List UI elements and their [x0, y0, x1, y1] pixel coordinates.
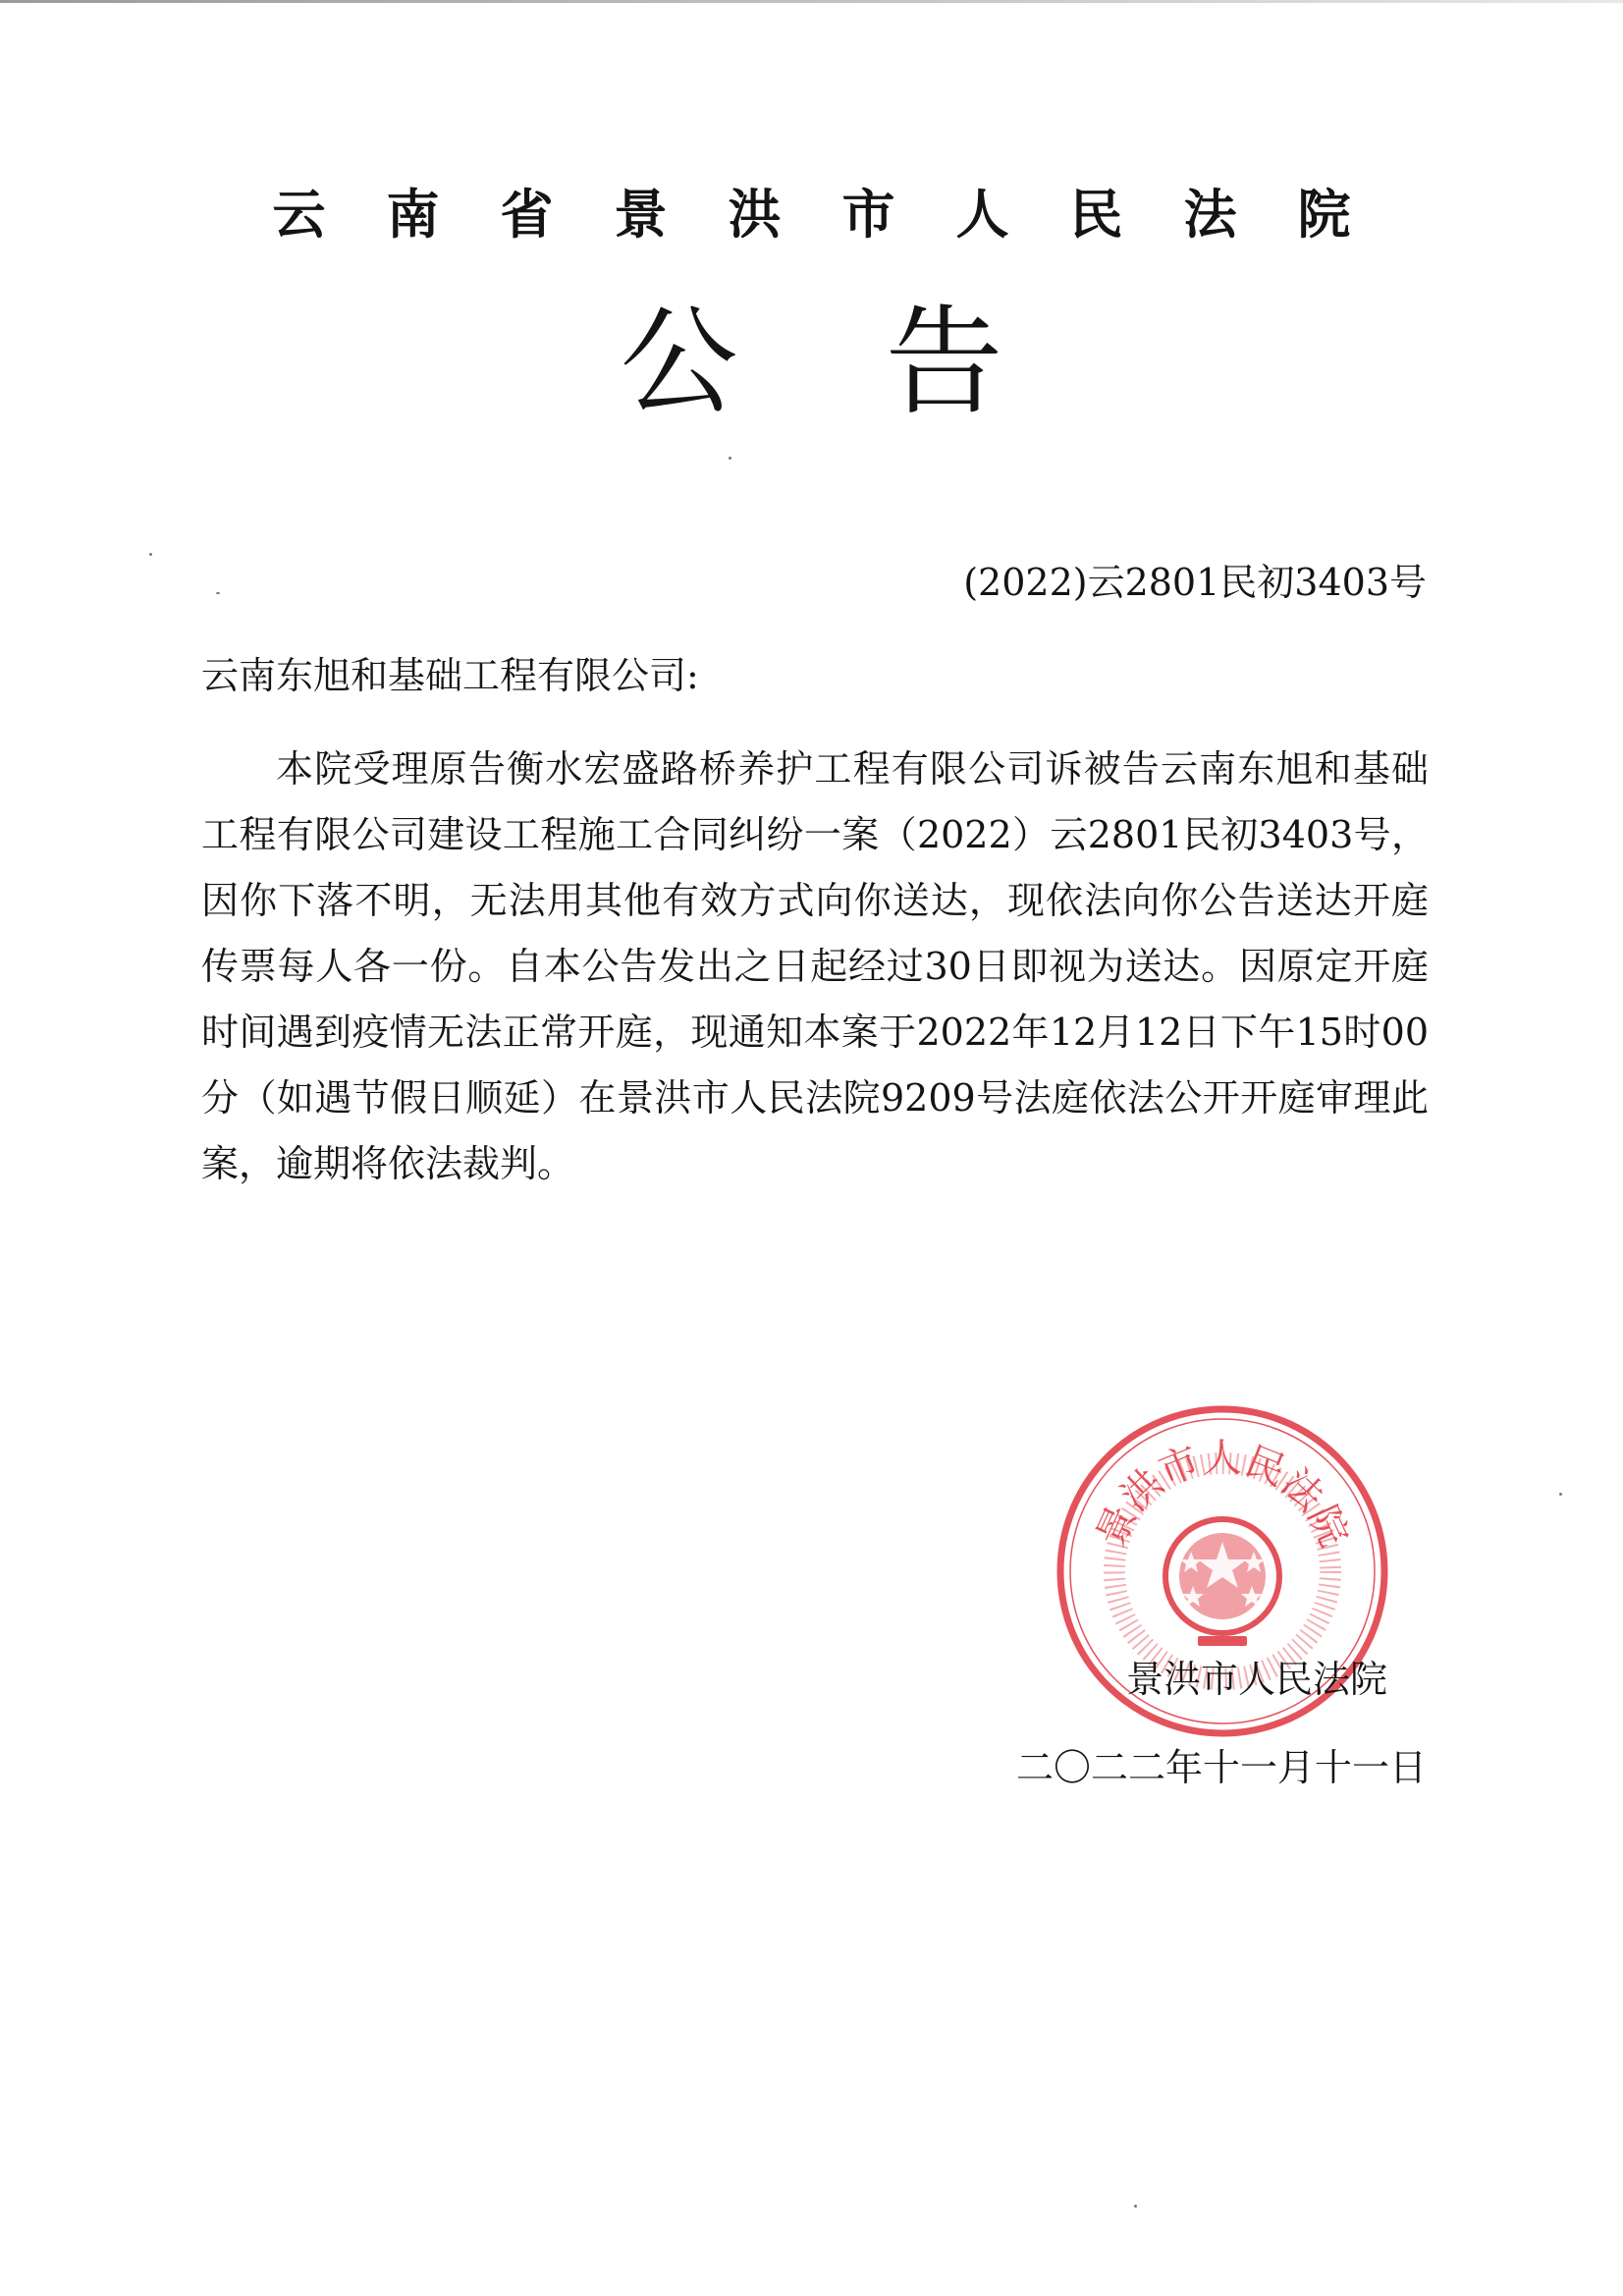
scan-speck: [729, 457, 731, 460]
signature-court-name: 景洪市人民法院: [1125, 1658, 1387, 1701]
court-title: 云南省景洪市人民法院: [272, 183, 1412, 246]
scan-speck: [1559, 1493, 1562, 1496]
addressee: 云南东旭和基础工程有限公司:: [201, 654, 699, 697]
scan-speck: [216, 592, 220, 594]
national-emblem-icon: [1165, 1519, 1279, 1646]
case-number: (2022)云2801民初3403号: [963, 561, 1427, 604]
seal-text: 景洪市人民法院: [1088, 1435, 1357, 1554]
notice-body: 本院受理原告衡水宏盛路桥养护工程有限公司诉被告云南东旭和基础工程有限公司建设工程施工合同纠纷一案（2022）云2801民初3403号，因你下落不明，无法用其他有效方式向你送达，现依法向你公告送达开庭传票每人各一份。自本公告发出之日起经过30日即视为送达。因原定开庭时间遇到疫情无法正常开庭，现通知本案于2022年12月12日下午15时00分（如遇节假日顺延）在景洪市人民法院9209号法庭依法公开开庭审理此案，逾期将依法裁判。: [201, 747, 1429, 1185]
signature-date: 二〇二二年十一月十一日: [1015, 1746, 1427, 1789]
notice-heading: 公告: [620, 295, 1151, 431]
scan-edge: [0, 0, 1623, 3]
scan-speck: [1134, 2205, 1137, 2208]
scan-speck: [149, 553, 152, 556]
